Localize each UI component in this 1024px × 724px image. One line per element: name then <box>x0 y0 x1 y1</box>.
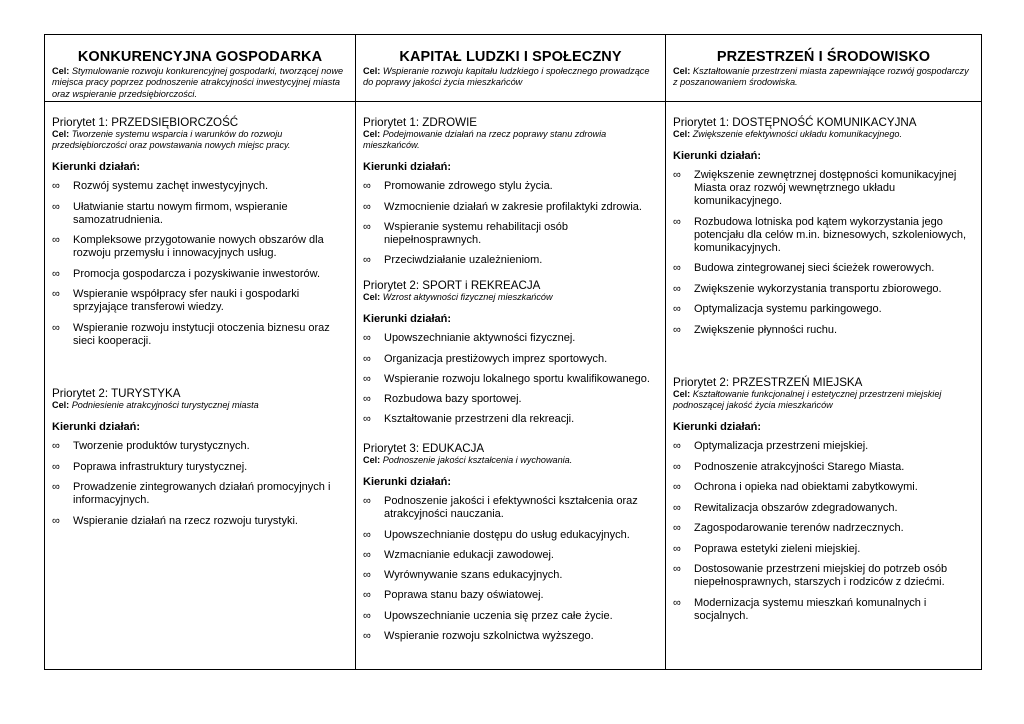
action-list <box>673 169 976 337</box>
priority-goal: Cel: Tworzenie systemu wsparcia i warunków do rozwoju przedsiębiorczości oraz powstawania nowych miejsc pracy. <box>52 129 291 151</box>
action-item <box>52 288 350 314</box>
action-text: Upowszechnianie dostępu do usług edukacyjnych. <box>384 528 630 541</box>
action-item <box>363 630 660 643</box>
infinity-bullet-icon: ∞ <box>363 495 371 508</box>
infinity-bullet-icon: ∞ <box>673 596 681 609</box>
infinity-bullet-icon: ∞ <box>363 254 371 267</box>
action-text: Kompleksowe przygotowanie nowych obszarów dla rozwoju przemysłu i innowacyjnych usług. <box>73 234 324 260</box>
infinity-bullet-icon: ∞ <box>363 372 371 385</box>
action-item <box>363 393 660 406</box>
priority-title: Priorytet 2: SPORT i REKREACJA <box>363 279 541 292</box>
infinity-bullet-icon: ∞ <box>363 352 371 365</box>
action-text: Dostosowanie przestrzeni miejskiej do potrzeb osób niepełnosprawnych, starszych i rodziców z dziećmi. <box>694 563 948 589</box>
action-item <box>52 481 350 507</box>
pillar-title: KAPITAŁ LUDZKI I SPOŁECZNY <box>399 49 622 65</box>
action-text: Ułatwianie startu nowym firmom, wspieranie samozatrudnienia. <box>73 200 288 226</box>
priority-goal: Cel: Kształtowanie funkcjonalnej i estetycznej przestrzeni miejskiej podnoszącej jakość życia mieszkańców <box>673 389 942 411</box>
column-header <box>45 35 355 101</box>
infinity-bullet-icon: ∞ <box>363 528 371 541</box>
infinity-bullet-icon: ∞ <box>363 221 371 233</box>
priority-title: Priorytet 3: EDUKACJA <box>363 442 485 455</box>
priority-title: Priorytet 1: DOSTĘPNOŚĆ KOMUNIKACYJNA <box>673 116 917 129</box>
action-text: Rewitalizacja obszarów zdegradowanych. <box>694 501 898 514</box>
action-item <box>673 440 976 453</box>
priority-block <box>363 279 660 434</box>
infinity-bullet-icon: ∞ <box>673 542 681 555</box>
action-text: Podnoszenie jakości i efektywności kształcenia oraz atrakcyjności nauczania. <box>384 495 638 521</box>
action-item <box>363 495 660 521</box>
infinity-bullet-icon: ∞ <box>52 234 60 247</box>
action-list <box>52 180 350 348</box>
action-text: Wspieranie systemu rehabilitacji osób niepełnosprawnych. <box>384 221 569 246</box>
column-space-environment <box>665 35 981 669</box>
action-item <box>52 461 350 474</box>
action-list <box>363 180 660 267</box>
action-text: Wspieranie rozwoju instytucji otoczenia biznesu oraz sieci kooperacji. <box>73 321 330 347</box>
action-text: Rozbudowa bazy sportowej. <box>384 393 522 406</box>
infinity-bullet-icon: ∞ <box>363 548 371 561</box>
infinity-bullet-icon: ∞ <box>363 332 371 345</box>
infinity-bullet-icon: ∞ <box>673 282 681 295</box>
action-item <box>673 262 976 275</box>
action-text: Zwiększenie płynności ruchu. <box>694 323 838 336</box>
action-text: Wspieranie współpracy sfer nauki i gospodarki sprzyjające transferowi wiedzy. <box>73 288 300 314</box>
action-text: Upowszechnianie uczenia się przez całe życie. <box>384 609 613 622</box>
action-item <box>363 201 660 214</box>
infinity-bullet-icon: ∞ <box>363 413 371 426</box>
action-item <box>52 180 350 193</box>
column-competitive-economy <box>45 35 355 669</box>
action-item <box>52 515 350 528</box>
action-text: Podnoszenie atrakcyjności Starego Miasta. <box>694 460 905 473</box>
action-list <box>52 440 350 528</box>
action-list <box>363 332 660 426</box>
priority-goal: Cel: Wzrost aktywności fizycznej mieszkańców <box>363 292 553 302</box>
action-text: Ochrona i opieka nad obiektami zabytkowymi. <box>694 481 918 494</box>
priority-goal: Cel: Podnoszenie jakości kształcenia i wychowania. <box>363 455 573 465</box>
column-header <box>666 35 981 101</box>
action-text: Wzmacnianie edukacji zawodowej. <box>384 548 554 561</box>
directions-label: Kierunki działań: <box>363 313 452 326</box>
priority-block <box>52 387 350 535</box>
priority-goal: Cel: Podniesienie atrakcyjności turystycznej miasta <box>52 400 259 410</box>
infinity-bullet-icon: ∞ <box>673 303 681 316</box>
priority-block <box>673 116 976 344</box>
infinity-bullet-icon: ∞ <box>673 215 681 228</box>
infinity-bullet-icon: ∞ <box>673 460 681 473</box>
action-text: Przeciwdziałanie uzależnieniom. <box>384 254 543 267</box>
action-item <box>363 180 660 193</box>
action-item <box>673 481 976 494</box>
action-item <box>673 283 976 296</box>
action-item <box>363 413 660 426</box>
action-item <box>52 322 350 348</box>
action-item <box>673 543 976 556</box>
pillar-title: KONKURENCYJNA GOSPODARKA <box>77 49 323 65</box>
priority-title: Priorytet 2: TURYSTYKA <box>52 387 181 400</box>
action-item <box>363 254 660 267</box>
infinity-bullet-icon: ∞ <box>52 288 60 301</box>
infinity-bullet-icon: ∞ <box>673 522 681 535</box>
action-item <box>673 169 976 208</box>
infinity-bullet-icon: ∞ <box>363 393 371 406</box>
action-text: Wspieranie działań na rzecz rozwoju turystyki. <box>73 514 298 527</box>
action-text: Rozbudowa lotniska pod kątem wykorzystania jego potencjału dla celów m.in. biznesowych, szkoleniowych, komunikacyjnych. <box>694 215 967 254</box>
priority-block <box>52 116 350 355</box>
action-item <box>363 353 660 366</box>
column-human-capital <box>355 35 665 669</box>
action-item <box>673 303 976 316</box>
infinity-bullet-icon: ∞ <box>52 267 60 280</box>
priority-title: Priorytet 1: ZDROWIE <box>363 116 478 129</box>
infinity-bullet-icon: ∞ <box>52 180 60 193</box>
directions-label: Kierunki działań: <box>673 421 762 434</box>
action-text: Wzmocnienie działań w zakresie profilaktyki zdrowia. <box>384 200 642 213</box>
infinity-bullet-icon: ∞ <box>52 481 60 494</box>
action-item <box>673 216 976 255</box>
column-header <box>356 35 665 101</box>
action-text: Zwiększenie zewnętrznej dostępności komunikacyjnej Miasta oraz rozwój wewnętrznego układu komunikacyjnego. <box>694 169 957 208</box>
pillar-goal: Cel: Stymulowanie rozwoju konkurencyjnej gospodarki, tworzącej nowe miejsca pracy poprzez podnoszenie atrakcyjności inwestycyjnej miasta oraz wspieranie przedsiębiorczości. <box>52 66 344 99</box>
action-item <box>363 610 660 623</box>
infinity-bullet-icon: ∞ <box>673 323 681 336</box>
priority-title: Priorytet 2: PRZESTRZEŃ MIEJSKA <box>673 376 863 389</box>
infinity-bullet-icon: ∞ <box>363 589 371 602</box>
action-item <box>52 201 350 227</box>
pillar-goal: Cel: Wspieranie rozwoju kapitału ludzkiego i społecznego prowadzące do poprawy jakości życia mieszkańców <box>363 66 650 88</box>
action-text: Zagospodarowanie terenów nadrzecznych. <box>694 522 904 535</box>
action-text: Kształtowanie przestrzeni dla rekreacji. <box>384 413 575 426</box>
infinity-bullet-icon: ∞ <box>363 569 371 582</box>
strategy-table <box>44 34 982 670</box>
infinity-bullet-icon: ∞ <box>363 180 371 193</box>
directions-label: Kierunki działań: <box>673 150 762 163</box>
action-item <box>673 324 976 337</box>
infinity-bullet-icon: ∞ <box>52 200 60 213</box>
action-list <box>673 440 976 623</box>
action-text: Poprawa stanu bazy oświatowej. <box>384 589 544 602</box>
infinity-bullet-icon: ∞ <box>673 169 681 182</box>
action-text: Upowszechnianie aktywności fizycznej. <box>384 332 576 345</box>
infinity-bullet-icon: ∞ <box>52 514 60 527</box>
action-text: Promocja gospodarcza i pozyskiwanie inwestorów. <box>73 267 321 280</box>
action-text: Wyrównywanie szans edukacyjnych. <box>384 569 563 582</box>
infinity-bullet-icon: ∞ <box>363 609 371 622</box>
action-item <box>52 440 350 453</box>
action-text: Poprawa estetyki zieleni miejskiej. <box>694 542 861 555</box>
priority-goal: Cel: Zwiększenie efektywności układu komunikacyjnego. <box>673 129 902 139</box>
action-item <box>673 461 976 474</box>
action-item <box>363 529 660 542</box>
infinity-bullet-icon: ∞ <box>673 563 681 576</box>
infinity-bullet-icon: ∞ <box>363 629 371 642</box>
priority-goal: Cel: Podejmowanie działań na rzecz poprawy stanu zdrowia mieszkańców. <box>363 129 607 151</box>
action-item <box>363 373 660 386</box>
action-text: Optymalizacja przestrzeni miejskiej. <box>694 440 869 453</box>
pillar-goal: Cel: Kształtowanie przestrzeni miasta zapewniające rozwój gospodarczy z poszanowaniem środowiska. <box>673 66 969 88</box>
action-text: Rozwój systemu zachęt inwestycyjnych. <box>73 180 269 193</box>
action-text: Tworzenie produktów turystycznych. <box>73 440 250 453</box>
action-text: Poprawa infrastruktury turystycznej. <box>73 460 248 473</box>
action-text: Budowa zintegrowanej sieci ścieżek rowerowych. <box>694 262 935 275</box>
action-text: Modernizacja systemu mieszkań komunalnych i socjalnych. <box>694 596 927 622</box>
priority-block <box>363 442 660 650</box>
action-item <box>52 234 350 260</box>
action-item <box>363 589 660 602</box>
action-text: Wspieranie rozwoju szkolnictwa wyższego. <box>384 629 594 642</box>
action-list <box>363 495 660 643</box>
infinity-bullet-icon: ∞ <box>52 321 60 334</box>
infinity-bullet-icon: ∞ <box>52 440 60 453</box>
infinity-bullet-icon: ∞ <box>52 460 60 473</box>
action-text: Optymalizacja systemu parkingowego. <box>694 303 882 316</box>
pillar-title: PRZESTRZEŃ I ŚRODOWISKO <box>716 49 931 65</box>
priority-title: Priorytet 1: PRZEDSIĘBIORCZOŚĆ <box>52 116 239 129</box>
priority-block <box>363 116 660 275</box>
infinity-bullet-icon: ∞ <box>673 440 681 453</box>
action-text: Zwiększenie wykorzystania transportu zbiorowego. <box>694 282 942 295</box>
action-text: Wspieranie rozwoju lokalnego sportu kwalifikowanego. <box>384 372 650 385</box>
action-item <box>673 597 976 623</box>
directions-label: Kierunki działań: <box>52 421 141 434</box>
action-item <box>673 522 976 535</box>
infinity-bullet-icon: ∞ <box>673 262 681 275</box>
action-item <box>363 221 660 247</box>
directions-label: Kierunki działań: <box>363 161 452 174</box>
action-item <box>673 563 976 589</box>
infinity-bullet-icon: ∞ <box>673 501 681 514</box>
action-item <box>673 502 976 515</box>
directions-label: Kierunki działań: <box>363 476 452 489</box>
infinity-bullet-icon: ∞ <box>673 481 681 494</box>
action-item <box>52 268 350 281</box>
directions-label: Kierunki działań: <box>52 161 141 174</box>
priority-block <box>673 376 976 630</box>
action-text: Promowanie zdrowego stylu życia. <box>384 180 553 193</box>
action-item <box>363 569 660 582</box>
action-item <box>363 332 660 345</box>
infinity-bullet-icon: ∞ <box>363 200 371 213</box>
action-text: Prowadzenie zintegrowanych działań promocyjnych i informacyjnych. <box>73 481 331 507</box>
action-item <box>363 549 660 562</box>
action-text: Organizacja prestiżowych imprez sportowych. <box>384 352 608 365</box>
